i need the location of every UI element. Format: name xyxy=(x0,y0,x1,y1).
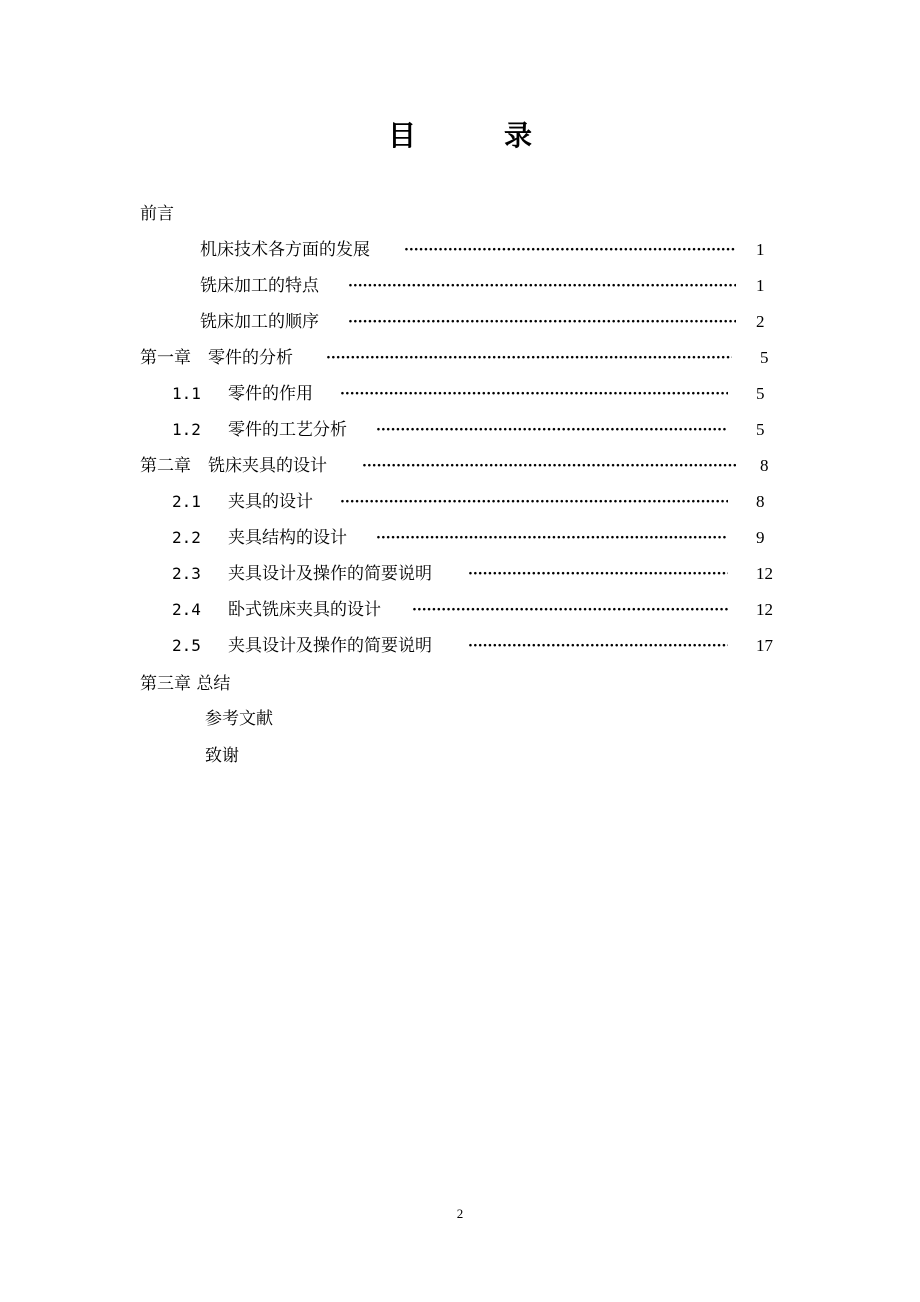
toc-entry[interactable] xyxy=(0,238,920,262)
toc-chapter-label: 第三章 总结 xyxy=(140,674,231,694)
toc-section-number: 2.2 xyxy=(172,528,201,547)
toc-page-number: 1 xyxy=(756,240,765,259)
dot-leader xyxy=(468,562,728,586)
toc-entry[interactable] xyxy=(0,634,920,658)
toc-chapter-label: 第一章 零件的分析 xyxy=(140,348,293,368)
toc-entry[interactable] xyxy=(0,562,920,586)
toc-page-number: 5 xyxy=(760,348,769,367)
toc-section-number: 2.4 xyxy=(172,600,201,619)
toc-entry-label: 铣床加工的顺序 xyxy=(200,312,319,332)
toc-entry-label: 参考文献 xyxy=(205,709,273,729)
dot-leader xyxy=(404,238,736,262)
toc-entry-label: 夹具设计及操作的简要说明 xyxy=(228,636,432,656)
toc-page-number: 12 xyxy=(756,600,773,619)
dot-leader xyxy=(412,598,728,622)
toc-section-number: 2.5 xyxy=(172,636,201,655)
toc-entry-label: 前言 xyxy=(140,204,174,224)
toc-entry-label: 铣床加工的特点 xyxy=(200,276,319,296)
toc-entry[interactable] xyxy=(0,490,920,514)
toc-page-number: 17 xyxy=(756,636,773,655)
toc-page-number: 8 xyxy=(756,492,765,511)
toc-entry-label: 机床技术各方面的发展 xyxy=(200,240,370,260)
page-footer-number: 2 xyxy=(456,1206,464,1221)
toc-entry[interactable] xyxy=(0,382,920,406)
dot-leader xyxy=(326,346,732,370)
dot-leader xyxy=(376,418,728,442)
toc-entry[interactable] xyxy=(0,418,920,442)
toc-entry[interactable] xyxy=(0,310,920,334)
toc-chapter-2[interactable] xyxy=(0,454,920,478)
toc-entry-label: 夹具设计及操作的简要说明 xyxy=(228,564,432,584)
dot-leader xyxy=(468,634,728,658)
toc-page-number: 1 xyxy=(756,276,765,295)
toc-entry-label: 零件的作用 xyxy=(228,384,313,404)
toc-entry[interactable] xyxy=(0,598,920,622)
toc-page-number: 12 xyxy=(756,564,773,583)
toc-section-number: 1.1 xyxy=(172,384,201,403)
page-title: 目 录 xyxy=(387,119,562,152)
toc-page-number: 8 xyxy=(760,456,769,475)
toc-page-number: 5 xyxy=(756,384,765,403)
toc-entry-label: 夹具结构的设计 xyxy=(228,528,347,548)
toc-chapter-label: 第二章 铣床夹具的设计 xyxy=(140,456,327,476)
dot-leader xyxy=(348,274,736,298)
toc-entry[interactable] xyxy=(0,526,920,550)
toc-entry-label: 夹具的设计 xyxy=(228,492,313,512)
toc-chapter-1[interactable] xyxy=(0,346,920,370)
toc-entry-label: 零件的工艺分析 xyxy=(228,420,347,440)
dot-leader xyxy=(348,310,736,334)
toc-page-number: 5 xyxy=(756,420,765,439)
dot-leader xyxy=(362,454,736,478)
dot-leader xyxy=(340,382,728,406)
toc-section-number: 2.3 xyxy=(172,564,201,583)
toc-entry[interactable] xyxy=(0,274,920,298)
toc-entry-label: 卧式铣床夹具的设计 xyxy=(228,600,381,620)
toc-entry-label: 致谢 xyxy=(205,746,239,766)
dot-leader xyxy=(376,526,728,550)
toc-section-number: 1.2 xyxy=(172,420,201,439)
toc-page-number: 9 xyxy=(756,528,765,547)
dot-leader xyxy=(340,490,728,514)
toc-page-number: 2 xyxy=(756,312,765,331)
toc-section-number: 2.1 xyxy=(172,492,201,511)
